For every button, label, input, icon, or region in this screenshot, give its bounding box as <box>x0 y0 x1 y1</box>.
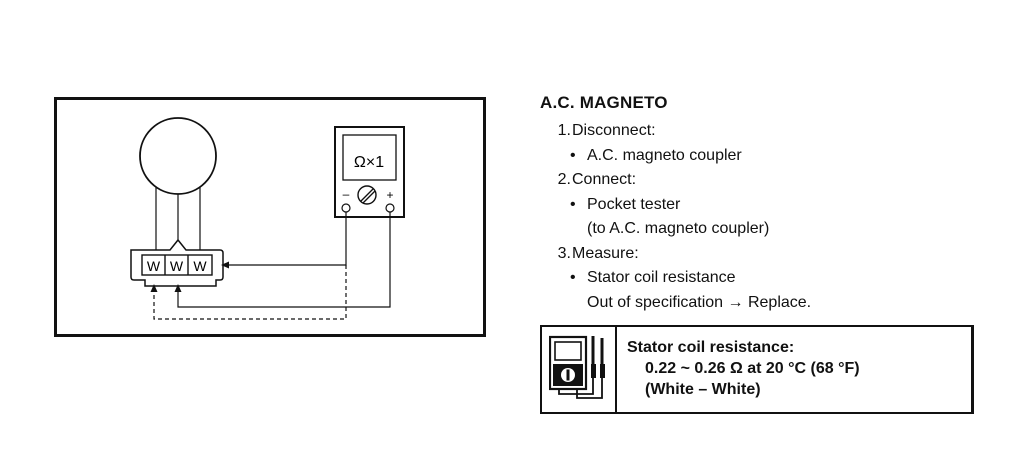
bullet-text: A.C. magneto coupler <box>587 146 742 164</box>
diagram-drawing <box>57 100 483 334</box>
bullet-continuation: Out of specification → Replace. <box>587 293 812 311</box>
tester-plus-label: + <box>386 188 394 202</box>
section-title: A.C. MAGNETO <box>540 93 668 112</box>
step-number: 1. <box>557 122 571 139</box>
tester-minus-label: – <box>342 187 350 201</box>
coupler-pin-1: W <box>146 258 161 274</box>
bullet: • <box>570 195 576 213</box>
bullet-text: Pocket tester <box>587 195 681 213</box>
tester-plus-jack <box>386 204 394 212</box>
procedure-text <box>540 93 980 315</box>
bullet-continuation: (to A.C. magneto coupler) <box>587 220 770 237</box>
spec-text <box>627 337 860 400</box>
spec-icon-cell <box>542 327 617 412</box>
step-label: Disconnect: <box>572 122 656 139</box>
step-label: Measure: <box>572 244 639 262</box>
step-2 <box>540 168 980 242</box>
spec-title: Stator coil resistance: <box>627 339 795 356</box>
step-number: 3. <box>557 244 571 262</box>
tester-range-label: Ω×1 <box>353 154 385 171</box>
step-1 <box>540 119 980 168</box>
step-3 <box>540 242 980 316</box>
step-label: Connect: <box>572 171 637 188</box>
tester-minus-jack <box>342 204 350 212</box>
bullet: • <box>570 269 576 286</box>
spec-leads: (White – White) <box>645 381 761 398</box>
magneto-coupler <box>131 240 223 286</box>
wiring-diagram <box>54 97 486 337</box>
step-number: 2. <box>557 171 571 188</box>
spec-box <box>540 325 974 414</box>
coupler-pin-2: W <box>169 258 184 274</box>
magneto-coil-icon <box>140 118 216 194</box>
bullet: • <box>570 146 576 164</box>
pocket-tester <box>335 127 404 217</box>
pocket-tester-icon <box>549 334 609 407</box>
spec-value: 0.22 ~ 0.26 Ω at 20 °C (68 °F) <box>645 360 860 377</box>
coupler-pin-3: W <box>193 258 207 274</box>
bullet-text: Stator coil resistance <box>587 269 736 286</box>
minus-lead <box>227 212 346 265</box>
